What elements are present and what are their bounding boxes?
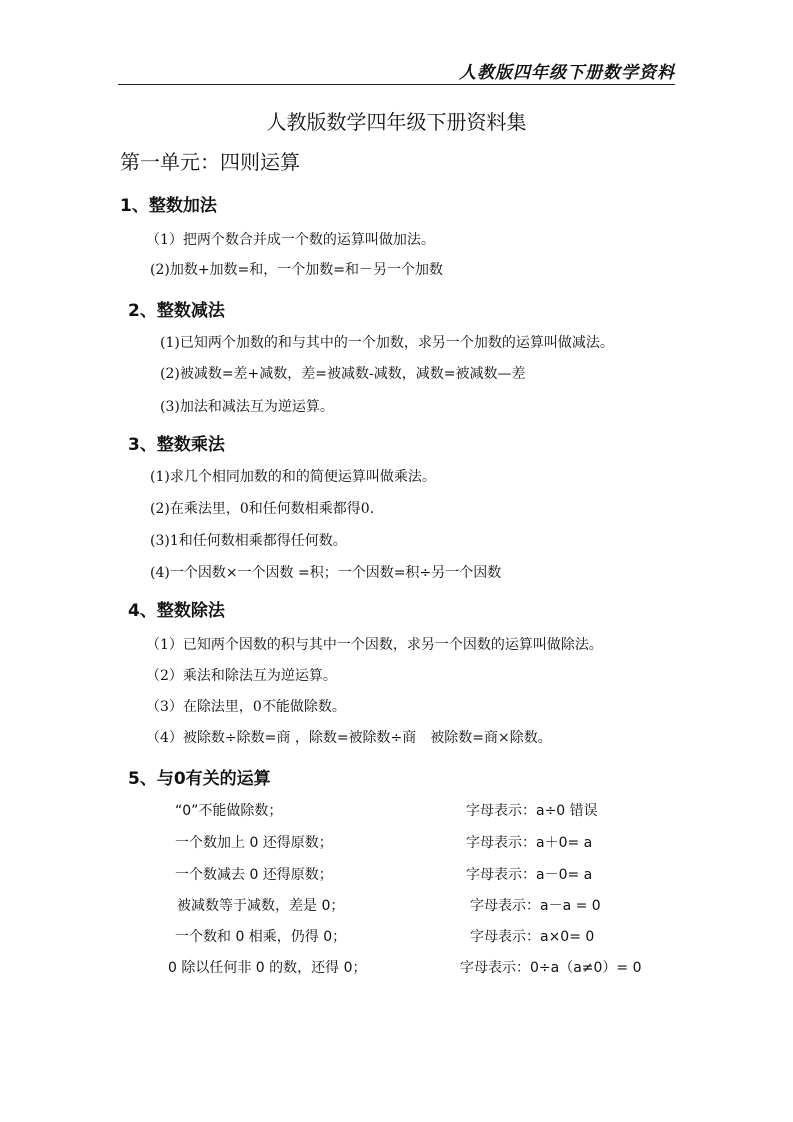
rule-text: 被减数等于减数，差是 0； bbox=[177, 898, 345, 914]
rule-formula: 字母表示：a＋0= a bbox=[466, 835, 593, 851]
rule-formula: 字母表示：a×0= 0 bbox=[470, 929, 595, 945]
rule-formula: 字母表示：a－0= a bbox=[466, 867, 593, 883]
section-heading-addition: 1、整数加法 bbox=[120, 196, 217, 216]
rule-text: 一个数减去 0 还得原数； bbox=[175, 867, 333, 883]
list-item: (2)加数+加数=和，一个加数=和－另一个加数 bbox=[150, 262, 444, 278]
rule-text: “0”不能做除数； bbox=[175, 803, 283, 819]
rule-text: 0 除以任何非 0 的数，还得 0； bbox=[168, 960, 367, 976]
list-item: (2)在乘法里，0和任何数相乘都得0. bbox=[150, 501, 375, 517]
header-title: 人教版四年级下册数学资料 bbox=[459, 63, 675, 83]
section-heading-zero-rules: 5、与0有关的运算 bbox=[128, 769, 271, 789]
list-item: （4）被除数÷除数=商 ，除数=被除数÷商 被除数=商×除数。 bbox=[146, 730, 552, 746]
unit-title: 第一单元：四则运算 bbox=[120, 150, 300, 174]
section-heading-division: 4、整数除法 bbox=[128, 601, 225, 621]
list-item: （2）乘法和除法互为逆运算。 bbox=[146, 668, 337, 684]
list-item: （1）已知两个因数的积与其中一个因数，求另一个因数的运算叫做除法。 bbox=[146, 637, 603, 653]
rule-text: 一个数和 0 相乘，仍得 0； bbox=[175, 929, 347, 945]
document-title: 人教版数学四年级下册资料集 bbox=[266, 110, 527, 134]
list-item: (4)一个因数×一个因数 =积；一个因数=积÷另一个因数 bbox=[150, 565, 502, 581]
list-item: (1)已知两个加数的和与其中的一个加数，求另一个加数的运算叫做减法。 bbox=[160, 335, 614, 351]
section-heading-subtraction: 2、整数减法 bbox=[128, 301, 225, 321]
list-item: (3)加法和减法互为逆运算。 bbox=[160, 399, 334, 415]
list-item: (1)求几个相同加数的和的简便运算叫做乘法。 bbox=[150, 469, 436, 485]
list-item: （1）把两个数合并成一个数的运算叫做加法。 bbox=[146, 232, 435, 248]
list-item: (2)被减数=差+减数，差=被减数-减数，减数=被减数—差 bbox=[160, 366, 526, 382]
list-item: (3)1和任何数相乘都得任何数。 bbox=[150, 533, 347, 549]
section-heading-multiplication: 3、整数乘法 bbox=[128, 435, 225, 455]
rule-text: 一个数加上 0 还得原数； bbox=[175, 835, 333, 851]
header-divider bbox=[118, 84, 675, 85]
rule-formula: 字母表示：0÷a（a≠0）= 0 bbox=[460, 960, 642, 976]
list-item: （3）在除法里，0不能做除数。 bbox=[146, 699, 346, 715]
rule-formula: 字母表示：a÷0 错误 bbox=[466, 803, 598, 819]
rule-formula: 字母表示：a－a = 0 bbox=[470, 898, 601, 914]
